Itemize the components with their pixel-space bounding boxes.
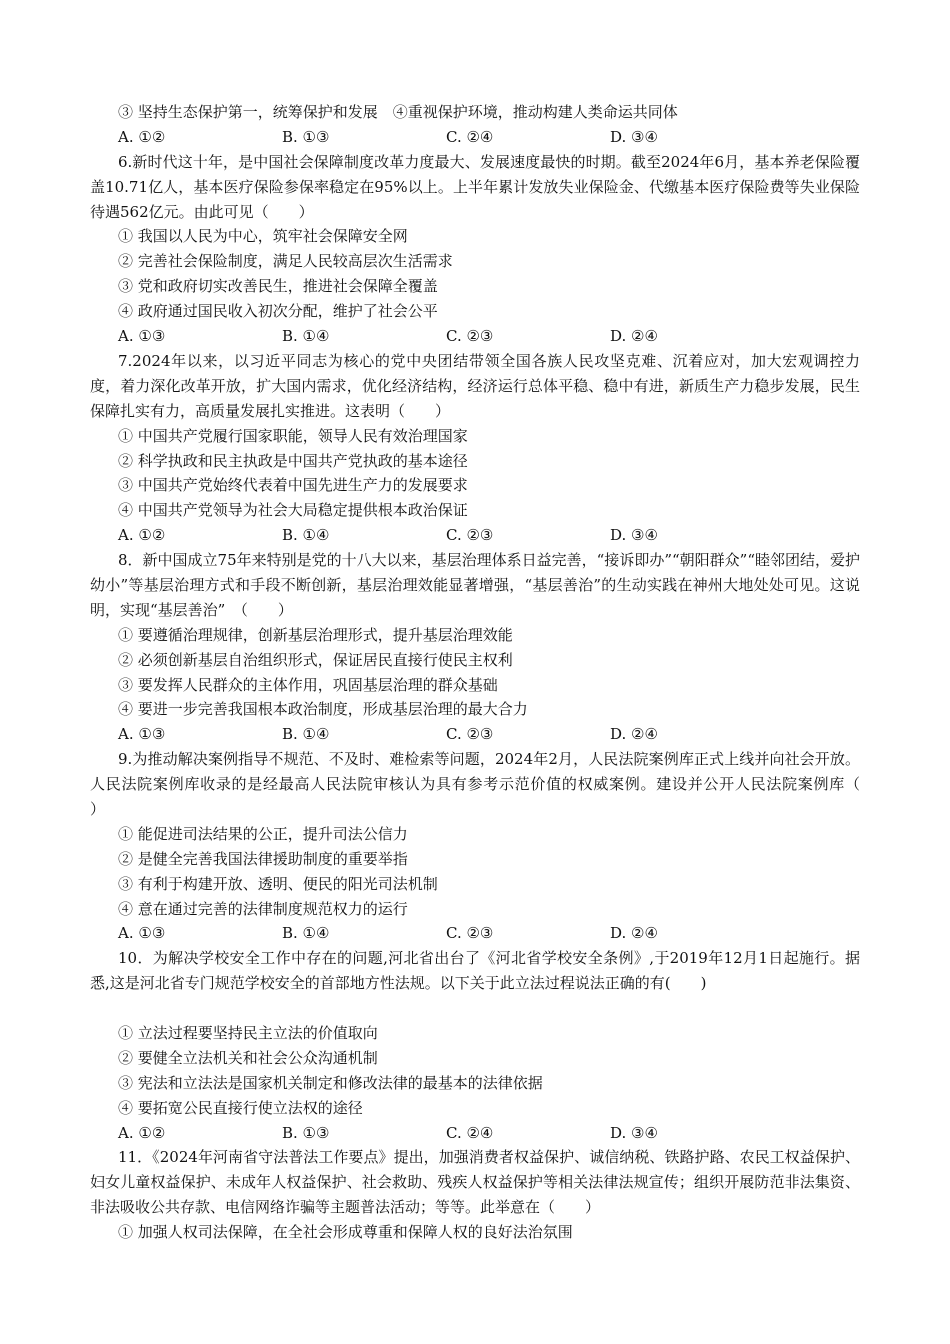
q6-statement-3: ③ 党和政府切实改善民生，推进社会保障全覆盖: [118, 277, 438, 296]
q10-statement-1: ① 立法过程要坚持民主立法的价值取向: [118, 1024, 378, 1043]
q7-options: [90, 523, 860, 548]
q8-statement-4: ④ 要进一步完善我国根本政治制度，形成基层治理的最大合力: [118, 700, 528, 719]
q6-option-a[interactable]: A. ①③: [118, 327, 166, 346]
q9-stem: 9.为推动解决案例指导不规范、不及时、难检索等问题，2024年2月，人民法院案例库正式上线并向社会开放。人民法院案例库收录的是经最高人民法院审核认为具有参考示范价值的权威案例。建设并公开人民法院案例库（ ）: [90, 750, 891, 819]
q8-option-a[interactable]: A. ①③: [118, 725, 166, 744]
q9-statement-3: ③ 有利于构建开放、透明、便民的阳光司法机制: [118, 874, 438, 893]
q10-option-c[interactable]: C. ②④: [446, 1123, 494, 1142]
q9-option-a[interactable]: A. ①③: [118, 924, 166, 943]
q8-option-c[interactable]: C. ②③: [446, 725, 494, 744]
q7-statement-3: ③ 中国共产党始终代表着中国先进生产力的发展要求: [118, 476, 468, 495]
q7-statement-4: ④ 中国共产党领导为社会大局稳定提供根本政治保证: [118, 501, 468, 520]
q6-statement-1: ① 我国以人民为中心，筑牢社会保障安全网: [118, 227, 408, 246]
q6-options: [90, 324, 860, 349]
q5-option-c[interactable]: C. ②④: [446, 127, 494, 146]
q10-statement-2: ② 要健全立法机关和社会公众沟通机制: [118, 1048, 378, 1067]
q6-option-b[interactable]: B. ①④: [282, 327, 330, 346]
q5-option-a[interactable]: A. ①②: [118, 127, 166, 146]
q6-option-d[interactable]: D. ②④: [610, 327, 658, 346]
q10-stem: 10．为解决学校安全工作中存在的问题,河北省出台了《河北省学校安全条例》,于2019年12月1日起施行。据悉,这是河北省专门规范学校安全的首部地方性法规。以下关于此立法过程说法正确的有( ): [90, 949, 860, 993]
q10-option-a[interactable]: A. ①②: [118, 1123, 166, 1142]
q7-option-d[interactable]: D. ③④: [610, 526, 658, 545]
q8-option-d[interactable]: D. ②④: [610, 725, 658, 744]
q9-option-b[interactable]: B. ①④: [282, 924, 330, 943]
q10-option-b[interactable]: B. ①③: [282, 1123, 330, 1142]
q9-statement-4: ④ 意在通过完善的法律制度规范权力的运行: [118, 899, 408, 918]
q5-statement-3-4: ③ 坚持生态保护第一，统筹保护和发展 ④重视保护环境，推动构建人类命运共同体: [118, 103, 678, 121]
q10-option-d[interactable]: D. ③④: [610, 1123, 658, 1142]
q8-stem: 8．新中国成立75年来特别是党的十八大以来，基层治理体系日益完善，“接诉即办”“朝阳群众”“睦邻团结，爱护幼小”等基层治理方式和手段不断创新，基层治理效能显著增强，“基层善治”的生动实践在神州大地处处可见。这说明，实现“基层善治” （ ）: [90, 551, 860, 619]
q7-statement-1: ① 中国共产党履行国家职能，领导人民有效治理国家: [118, 426, 468, 445]
q7-option-a[interactable]: A. ①②: [118, 526, 166, 545]
q8-option-b[interactable]: B. ①④: [282, 725, 330, 744]
exam-page: [90, 100, 891, 1245]
q7-statement-2: ② 科学执政和民主执政是中国共产党执政的基本途径: [118, 451, 468, 470]
q10-statement-4: ④ 要拓宽公民直接行使立法权的途径: [118, 1098, 363, 1117]
q9-option-c[interactable]: C. ②③: [446, 924, 494, 943]
q5-option-d[interactable]: D. ③④: [610, 127, 658, 146]
q5-option-b[interactable]: B. ①③: [282, 127, 330, 146]
q9-statement-1: ① 能促进司法结果的公正，提升司法公信力: [118, 824, 408, 843]
q8-options: [90, 722, 860, 747]
q7-stem: 7.2024年以来，以习近平同志为核心的党中央团结带领全国各族人民攻坚克难、沉着应对，加大宏观调控力度，着力深化改革开放，扩大国内需求，优化经济结构，经济运行总体平稳、稳中有进，新质生产力稳步发展，民生保障扎实有力，高质量发展扎实推进。这表明（ ）: [90, 351, 860, 420]
q10-options: [90, 1121, 860, 1146]
q7-option-b[interactable]: B. ①④: [282, 526, 330, 545]
q5-options: [90, 125, 860, 150]
q6-statement-4: ④ 政府通过国民收入初次分配，维护了社会公平: [118, 302, 438, 321]
q9-statement-2: ② 是健全完善我国法律援助制度的重要举指: [118, 849, 408, 868]
q9-option-d[interactable]: D. ②④: [610, 924, 658, 943]
q8-statement-3: ③ 要发挥人民群众的主体作用，巩固基层治理的群众基础: [118, 675, 498, 694]
q11-statement-1: ① 加强人权司法保障，在全社会形成尊重和保障人权的良好法治氛围: [118, 1223, 573, 1242]
q8-statement-1: ① 要遵循治理规律，创新基层治理形式，提升基层治理效能: [118, 625, 513, 644]
q7-option-c[interactable]: C. ②③: [446, 526, 494, 545]
q8-statement-2: ② 必须创新基层自治组织形式，保证居民直接行使民主权利: [118, 650, 513, 669]
q6-stem: 6.新时代这十年，是中国社会保障制度改革力度最大、发展速度最快的时期。截至2024年6月，基本养老保险覆盖10.71亿人，基本医疗保险参保率稳定在95%以上。上半年累计发放失业保险金、代缴基本医疗保险费等失业保险待遇562亿元。由此可见（ ）: [90, 152, 860, 221]
q11-stem: 11．《2024年河南省守法普法工作要点》提出，加强消费者权益保护、诚信纳税、铁路护路、农民工权益保护、妇女儿童权益保护、未成年人权益保护、社会救助、残疾人权益保护等相关法律法规宣传；组织开展防范非法集资、非法吸收公共存款、电信网络诈骗等主题普法活动；等等。此举意在（ ）: [90, 1148, 861, 1217]
q6-statement-2: ② 完善社会保险制度，满足人民较高层次生活需求: [118, 252, 453, 271]
q6-option-c[interactable]: C. ②③: [446, 327, 494, 346]
q9-options: [90, 921, 860, 946]
q10-statement-3: ③ 宪法和立法法是国家机关制定和修改法律的最基本的法律依据: [118, 1073, 543, 1092]
